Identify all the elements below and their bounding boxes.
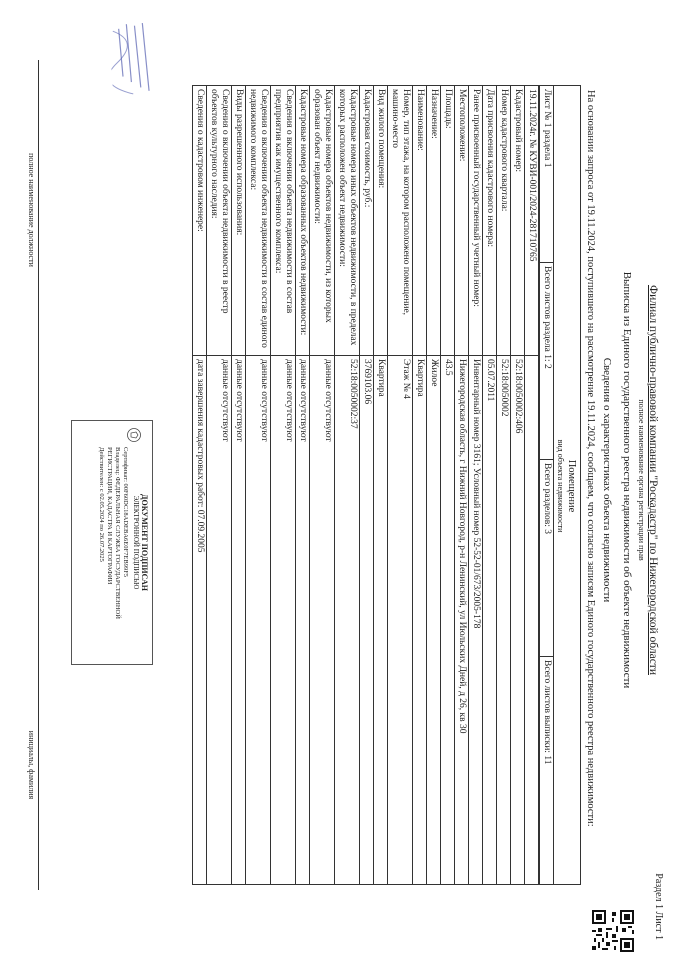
table-row xyxy=(193,86,207,885)
document-page: Раздел 1 Лист 1 Филиал публично-правовой компании "Роскадастр" по Нижегородской области полное наименование органа регистрации прав Выписка из Единого государственного реестра недвижимости об объекте недвижимости Сведения о характеристиках объекта недвижимости На основании запроса от 19.11.2024, поступившего на рассмотрение 19.11.2024, сообщаем, что согласно записям Единого государственного реестра недвижимости: Помещение вид объекта недвижимости Лист № 1 раздела 1 Всего листов раздела 1: 2 Всего разделов: 3 Всего листов выписки: 11 19.11.2024г. № КУВИ-001/2024-281710765 Кадастровый номер: 52:18:0050002:406 Номер кадастрового квартала: 52:18:0050002 Дата присвоения кадастрового номера: 05.07.2011 Ранее присвоенный государственный учетный номер: Инвентарный номер 3161; Условный номер 52-52-01/673/2005-178 Местоположение: Нижегородская область, г Нижний Новгород, р-н Ленинский, ул Июльских Дней, д 26, кв 30 Площадь: 43.5 Назначение: Жилое Наименование: Квартира Номер, тип этажа, на котором расположено помещение, машино-место Этаж № 4 Вид жилого помещения: Квартира Кадастровая стоимость, руб.: 3769103.06 Кадастровые номера иных объектов недвижимости, в пределах которых расположен объект недвижимости: 52:18:0050002:37 Кадастровые номера объектов недвижимости, из которых образован объект недвижимости: данные отсутствуют Кадастровые номера образованных объектов недвижимости: данные отсутствуют Сведения о включении объекта недвижимости в состав предприятия как имущественного комплекса: данные отсутствуют Сведения о включении объекта недвижимости в состав единого недвижимого комплекса: данные отсутствуют Виды разрешенного использования: данные отсутствуют Сведения о включении объекта недвижимости в реестр объектов культурного наследия: данные отсутствуют Сведения о кадастровом инженере: дата завершения кадастровых работ: 07.09.2005 ДОКУМЕНТ ПОДПИСАН ЭЛЕКТРОННОЙ ПОДПИСЬЮ Сертификат: 00F60DC18ADEBA6E0F7EB99F5 Владелец: ФЕДЕРАЛЬНАЯ СЛУЖБА ГОСУДАРСТВЕННОЙ РЕГИСТРАЦИИ, КАДАСТРА И КАРТОГРАФИИ Действителен: с 02.05.2024 по 26.07.2025 полное наименование должности инициалы, фамилия xyxy=(0,0,679,960)
row-value xyxy=(525,356,539,885)
row-value: Инвентарный номер 3161; Условный номер 52-52-01/673/2005-178 xyxy=(469,356,483,885)
row-label: Сведения о включении объекта недвижимости в реестр объектов культурного наследия: xyxy=(207,86,232,356)
org-name-caption: полное наименование органа регистрации прав xyxy=(637,399,646,561)
table-row xyxy=(511,86,525,885)
row-label: Вид жилого помещения: xyxy=(374,86,388,356)
row-value: данные отсутствуют xyxy=(271,356,296,885)
document-title: Выписка из Единого государственного реестра недвижимости об объекте недвижимости xyxy=(621,271,633,689)
table-row xyxy=(441,86,455,885)
row-value: данные отсутствуют xyxy=(310,356,335,885)
row-label: Виды разрешенного использования: xyxy=(232,86,246,356)
row-label: Наименование: xyxy=(413,86,427,356)
sheets-total: Всего листов выписки: 11 xyxy=(540,657,554,885)
esig-valid: Действителен: с 02.05.2024 по 26.07.2025 xyxy=(98,447,105,562)
row-label: Кадастровые номера иных объектов недвижимости, в пределах которых расположен объект недвижимости: xyxy=(335,86,360,356)
sheet-number: Лист № 1 раздела 1 xyxy=(540,86,554,263)
row-label: Сведения о кадастровом инженере: xyxy=(193,86,207,356)
signature-line xyxy=(38,60,39,890)
table-row xyxy=(207,86,232,885)
row-value: 52:18:0050002:37 xyxy=(335,356,360,885)
basis-text: На основании запроса от 19.11.2024, поступившего на рассмотрение 19.11.2024, сообщаем, что согласно записям Единого государственного реестра недвижимости: xyxy=(585,90,596,827)
row-value: Нижегородская область, г Нижний Новгород, р-н Ленинский, ул Июльских Дней, д 26, кв 30 xyxy=(455,356,469,885)
row-value: 43.5 xyxy=(441,356,455,885)
blue-ink-stamp xyxy=(108,21,153,104)
table-row xyxy=(413,86,427,885)
row-value: данные отсутствуют xyxy=(296,356,310,885)
table-row xyxy=(335,86,360,885)
row-value: 52:18:0050002 xyxy=(497,356,511,885)
table-row xyxy=(427,86,441,885)
row-value: Жилое xyxy=(427,356,441,885)
row-label: Кадастровые номера образованных объектов недвижимости: xyxy=(296,86,310,356)
table-row xyxy=(525,86,539,885)
position-caption: полное наименование должности xyxy=(27,153,36,267)
table-row xyxy=(360,86,374,885)
row-label: Местоположение: xyxy=(455,86,469,356)
object-type-caption: вид объекта недвижимости xyxy=(556,439,565,533)
table-row xyxy=(497,86,511,885)
row-label: Кадастровые номера объектов недвижимости, из которых образован объект недвижимости: xyxy=(310,86,335,356)
table-row xyxy=(374,86,388,885)
row-label: Сведения о включении объекта недвижимости в состав единого недвижимого комплекса: xyxy=(246,86,271,356)
object-info-table xyxy=(539,85,554,885)
sections-total: Всего разделов: 3 xyxy=(540,460,554,657)
name-caption: инициалы, фамилия xyxy=(27,730,36,800)
table-row xyxy=(455,86,469,885)
emblem-icon xyxy=(126,427,142,443)
row-label: Номер, тип этажа, на котором расположено помещение, машино-место xyxy=(388,86,413,356)
object-type-header xyxy=(554,85,581,885)
table-row xyxy=(469,86,483,885)
row-label: Сведения о включении объекта недвижимости в состав предприятия как имущественного комплекса: xyxy=(271,86,296,356)
row-value: 05.07.2011 xyxy=(483,356,497,885)
table-row xyxy=(483,86,497,885)
table-row xyxy=(232,86,246,885)
row-label: Кадастровый номер: xyxy=(511,86,525,356)
row-label: Назначение: xyxy=(427,86,441,356)
esig-cert: Сертификат: 00F60DC18ADEBA6E0F7EB99F5 xyxy=(122,447,129,578)
row-label: Дата присвоения кадастрового номера: xyxy=(483,86,497,356)
row-value: дата завершения кадастровых работ: 07.09.2005 xyxy=(193,356,207,885)
row-value: 52:18:0050002:406 xyxy=(511,356,525,885)
esig-owner-cont: РЕГИСТРАЦИИ, КАДАСТРА И КАРТОГРАФИИ xyxy=(106,447,113,585)
row-value: Этаж № 4 xyxy=(388,356,413,885)
row-value: данные отсутствуют xyxy=(232,356,246,885)
row-label: Номер кадастрового квартала: xyxy=(497,86,511,356)
sheets-in-section: Всего листов раздела 1: 2 xyxy=(540,263,554,460)
row-value: 3769103.06 xyxy=(360,356,374,885)
row-value: Квартира xyxy=(374,356,388,885)
object-type: Помещение xyxy=(566,459,577,513)
table-row xyxy=(388,86,413,885)
electronic-signature-stamp xyxy=(71,420,153,665)
row-value: Квартира xyxy=(413,356,427,885)
table-row xyxy=(271,86,296,885)
esig-owner: Владелец: ФЕДЕРАЛЬНАЯ СЛУЖБА ГОСУДАРСТВЕННОЙ xyxy=(114,447,121,619)
sheet-info-row xyxy=(540,86,554,885)
qr-code xyxy=(592,910,634,952)
section-title: Сведения о характеристиках объекта недвижимости xyxy=(601,357,613,603)
row-label: 19.11.2024г. № КУВИ-001/2024-281710765 xyxy=(525,86,539,356)
row-label: Кадастровая стоимость, руб.: xyxy=(360,86,374,356)
characteristics-table xyxy=(192,85,539,885)
row-label: Ранее присвоенный государственный учетный номер: xyxy=(469,86,483,356)
table-row xyxy=(246,86,271,885)
esig-subtitle: ЭЛЕКТРОННОЙ ПОДПИСЬЮ xyxy=(132,495,140,590)
org-name: Филиал публично-правовой компании "Роскадастр" по Нижегородской области xyxy=(647,284,659,675)
row-value: данные отсутствуют xyxy=(246,356,271,885)
row-value: данные отсутствуют xyxy=(207,356,232,885)
esig-title: ДОКУМЕНТ ПОДПИСАН xyxy=(140,493,149,592)
table-row xyxy=(296,86,310,885)
row-label: Площадь: xyxy=(441,86,455,356)
table-row xyxy=(310,86,335,885)
